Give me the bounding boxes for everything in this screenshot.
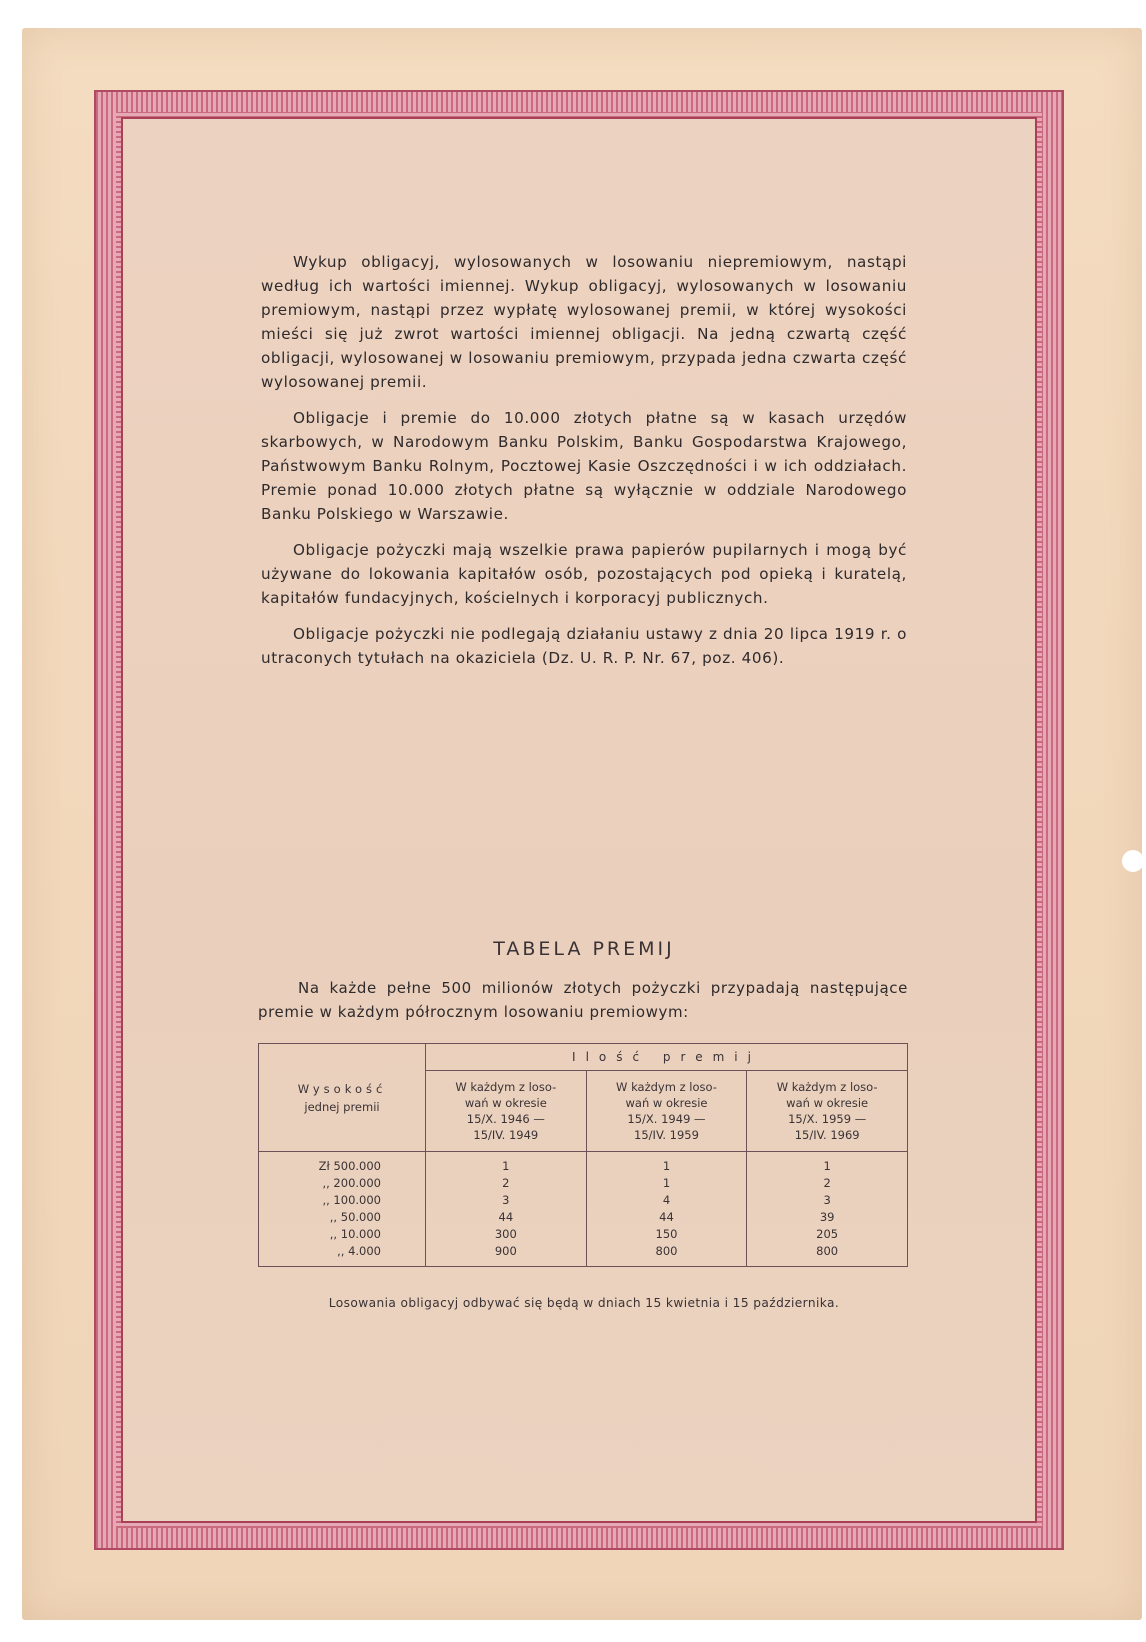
paragraph-law: Obligacje pożyczki nie podlegają działaniu ustawy z dnia 20 lipca 1919 r. o utraconych tytułach na okaziciela (Dz. U. R. P. Nr. 67, poz. 406). [261,625,907,667]
amount-cell: ,, 10.000 [329,1227,381,1241]
premium-table [258,1043,908,1267]
amount-cell: ,, 200.000 [322,1176,381,1190]
paper-tear [1122,850,1144,872]
count-cell: 44 [659,1210,674,1224]
period-2-line2: wań w okresie [625,1096,708,1110]
terms-text [261,250,907,682]
period-3-line1: W każdym z loso- [776,1080,878,1094]
table-title: TABELA PREMIJ [493,938,675,960]
period-2-line3: 15/X. 1949 — [627,1112,706,1126]
count-cell: 205 [816,1227,839,1241]
count-cell: 800 [655,1244,678,1258]
period-3-line4: 15/IV. 1969 [794,1128,860,1142]
amounts-column [259,1152,426,1267]
amount-header-line2: jednej premii [304,1099,380,1114]
count-cell: 2 [823,1176,831,1190]
period-header-1 [426,1071,587,1152]
period-1-line2: wań w okresie [464,1096,547,1110]
period-3-line2: wań w okresie [786,1096,869,1110]
amount-cell: ,, 50.000 [329,1210,381,1224]
paragraph-redemption: Wykup obligacyj, wylosowanych w losowaniu niepremiowym, nastąpi według ich wartości imiennej. Wykup obligacyj, wylosowanych w losowaniu premiowym, nastąpi przez wypłatę wylosowanej premii, w której wysokości mieści się już zwrot wartości imiennej obligacji. Na jedną czwartą część obligacji, wylosowanej w losowaniu premiowym, przypada jedna czwarta część wylosowanej premii. [261,253,907,391]
count-cell: 39 [819,1210,835,1224]
paragraph-rights: Obligacje pożyczki mają wszelkie prawa papierów pupilarnych i mogą być używane do lokowania kapitałów osób, pozostających pod opieką i kuratelą, kapitałów fundacyjnych, kościelnych i korporacyj publicznych. [261,541,907,607]
period-header-2 [586,1071,747,1152]
amount-header [259,1044,426,1152]
count-cell: 4 [662,1193,671,1207]
table-intro: Na każde pełne 500 milionów złotych pożyczki przypadają następujące premie w każdym półrocznym losowaniu premiowym: [258,979,908,1021]
count-cell: 1 [823,1159,831,1173]
period-3-line3: 15/X. 1959 — [788,1112,867,1126]
count-cell: 300 [494,1227,517,1241]
period-1-line1: W każdym z loso- [455,1080,557,1094]
counts-column-1 [426,1152,587,1267]
count-cell: 800 [816,1244,839,1258]
period-header-3 [747,1071,908,1152]
count-cell: 3 [823,1193,831,1207]
period-1-line3: 15/X. 1946 — [466,1112,545,1126]
count-cell: 150 [655,1227,678,1241]
count-span-header: Ilość premij [426,1044,908,1071]
amount-header-line1: Wysokość [297,1081,387,1096]
count-cell: 3 [502,1193,510,1207]
period-1-line4: 15/IV. 1949 [473,1128,539,1142]
count-cell: 2 [502,1176,510,1190]
paragraph-payment: Obligacje i premie do 10.000 złotych płatne są w kasach urzędów skarbowych, w Narodowym Banku Polskim, Banku Gospodarstwa Krajowego, Państwowym Banku Rolnym, Pocztowej Kasie Oszczędności i w ich oddziałach. Premie ponad 10.000 złotych płatne są wyłącznie w oddziale Narodowego Banku Polskiego w Warszawie. [261,409,907,523]
count-cell: 44 [498,1210,514,1224]
count-cell: 1 [502,1159,510,1173]
count-cell: 1 [662,1159,671,1173]
amount-cell: ,, 4.000 [337,1244,381,1258]
drawing-dates-note: Losowania obligacyj odbywać się będą w dniach 15 kwietnia i 15 października. [328,1296,840,1310]
amount-cell: Zł 500.000 [318,1159,381,1173]
count-cell: 900 [494,1244,517,1258]
period-2-line1: W każdym z loso- [616,1080,717,1094]
period-2-line4: 15/IV. 1959 [634,1128,699,1142]
counts-column-3 [747,1152,908,1267]
count-cell: 1 [662,1176,671,1190]
amount-cell: ,, 100.000 [322,1193,381,1207]
counts-column-2 [586,1152,747,1267]
